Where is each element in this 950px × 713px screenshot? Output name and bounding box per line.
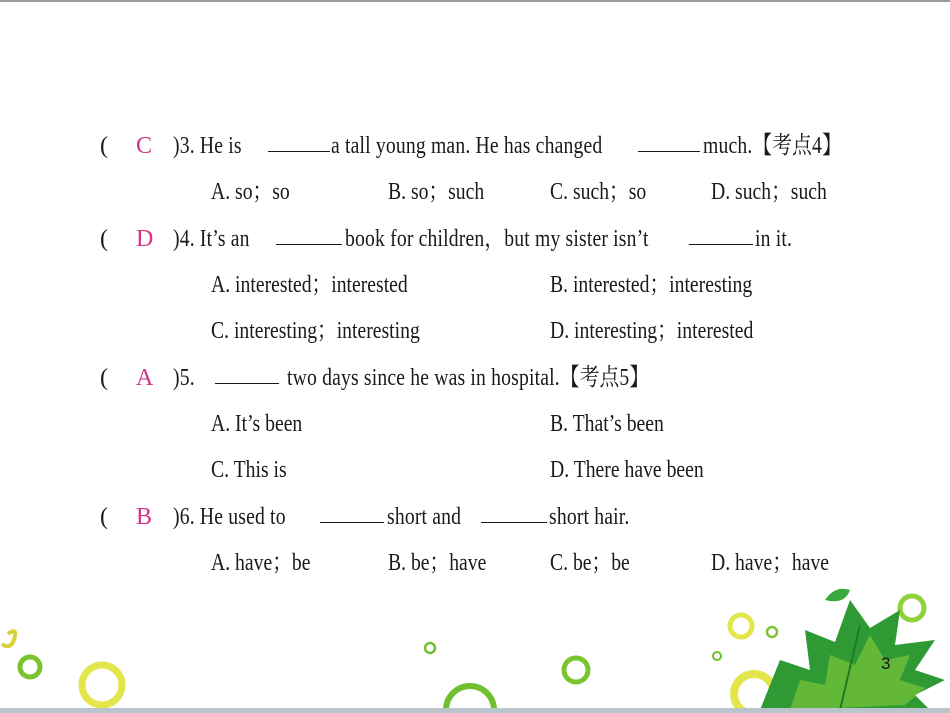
open-paren: ( xyxy=(100,365,108,391)
option-b: B. so；such xyxy=(388,179,485,205)
option-b: B. That’s been xyxy=(550,411,664,437)
stem-text: book for children，but my sister isn’t xyxy=(345,226,649,252)
ring-icon xyxy=(767,627,777,637)
option-d: D. There have been xyxy=(550,457,704,483)
answer-letter: B xyxy=(136,504,153,530)
blank xyxy=(481,500,547,523)
stem-text: short and xyxy=(387,504,462,530)
stem-text: )6. He used to xyxy=(173,504,286,530)
decorative-footer xyxy=(0,570,950,710)
option-a: A. so；so xyxy=(211,179,290,205)
option-c: C. be；be xyxy=(550,550,630,576)
answer-letter: D xyxy=(136,226,154,252)
open-paren: ( xyxy=(100,226,108,252)
stem-text: in it. xyxy=(755,226,793,252)
bottom-border xyxy=(0,708,950,713)
ring-icon xyxy=(82,665,122,705)
stem-text: )4. It’s an xyxy=(173,226,250,252)
open-paren: ( xyxy=(100,504,108,530)
stem-text: two days since he was in hospital.【考点5】 xyxy=(287,365,650,391)
ring-icon xyxy=(20,657,40,677)
option-b: B. be；have xyxy=(388,550,487,576)
blank xyxy=(320,500,384,523)
blank xyxy=(689,222,753,245)
stem-text: much.【考点4】 xyxy=(703,133,842,159)
stem-text: short hair. xyxy=(549,504,630,530)
option-a: A. have；be xyxy=(211,550,311,576)
ring-icon xyxy=(713,652,721,660)
ring-icon xyxy=(425,643,435,653)
stem-text: )5. xyxy=(173,365,195,391)
stem-text: a tall young man. He has changed xyxy=(331,133,603,159)
option-a: A. interested；interested xyxy=(211,272,408,298)
ring-icon xyxy=(446,686,494,710)
option-d: D. such；such xyxy=(711,179,827,205)
ring-icon xyxy=(730,615,752,637)
option-c: C. such；so xyxy=(550,179,647,205)
open-paren: ( xyxy=(100,133,108,159)
squiggle-icon xyxy=(2,631,15,646)
blank xyxy=(215,361,279,384)
sprout-icon xyxy=(825,589,850,602)
page-number: 3 xyxy=(881,654,891,673)
option-c: C. This is xyxy=(211,457,287,483)
blank xyxy=(268,129,330,152)
option-d: D. have；have xyxy=(711,550,830,576)
blank xyxy=(638,129,700,152)
ring-icon xyxy=(564,658,588,682)
answer-letter: C xyxy=(136,133,153,159)
option-a: A. It’s been xyxy=(211,411,303,437)
answer-letter: A xyxy=(136,365,154,391)
top-border xyxy=(0,0,950,2)
option-b: B. interested；interesting xyxy=(550,272,753,298)
stem-text: )3. He is xyxy=(173,133,242,159)
option-c: C. interesting；interesting xyxy=(211,318,420,344)
option-d: D. interesting；interested xyxy=(550,318,754,344)
ring-icon xyxy=(900,596,924,620)
blank xyxy=(276,222,342,245)
